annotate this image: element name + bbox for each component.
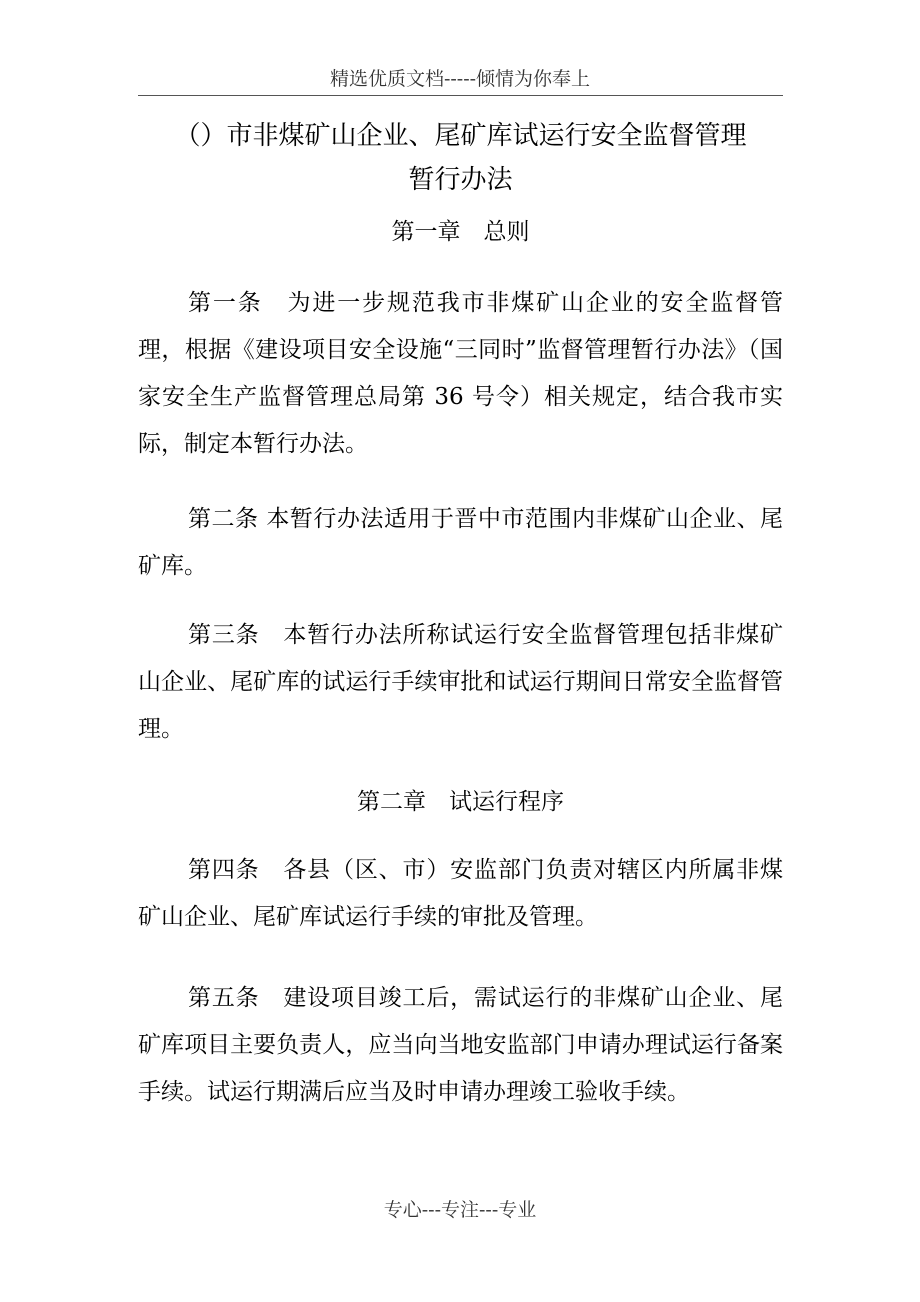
page-footer: 专心---专注---专业 bbox=[383, 1199, 537, 1221]
article-1: 第一条 为进一步规范我市非煤矿山企业的安全监督管理，根据《建设项目安全设施“三同时”监督管理暂行办法》（国家安全生产监督管理总局第 36 号令）相关规定，结合我市实际，制定本暂行办法。 bbox=[138, 290, 783, 457]
title-line-2: 暂行办法 bbox=[408, 165, 513, 195]
page-header: 精选优质文档-----倾情为你奉上 bbox=[329, 68, 591, 90]
chapter-2-heading: 第二章 试运行程序 bbox=[357, 789, 564, 815]
article-5: 第五条 建设项目竣工后，需试运行的非煤矿山企业、尾矿库项目主要负责人，应当向当地安监部门申请办理试运行备案手续。试运行期满后应当及时申请办理竣工验收手续。 bbox=[138, 985, 783, 1105]
header-divider bbox=[138, 95, 783, 96]
title-line-1: （）市非煤矿山企业、尾矿库试运行安全监督管理 bbox=[174, 121, 747, 151]
article-3: 第三条 本暂行办法所称试运行安全监督管理包括非煤矿山企业、尾矿库的试运行手续审批和试运行期间日常安全监督管理。 bbox=[138, 622, 783, 742]
document-title bbox=[138, 114, 783, 202]
article-2: 第二条 本暂行办法适用于晋中市范围内非煤矿山企业、尾矿库。 bbox=[138, 506, 783, 579]
article-4: 第四条 各县（区、市）安监部门负责对辖区内所属非煤矿山企业、尾矿库试运行手续的审批及管理。 bbox=[138, 857, 783, 930]
chapter-1-heading: 第一章 总则 bbox=[391, 219, 530, 245]
